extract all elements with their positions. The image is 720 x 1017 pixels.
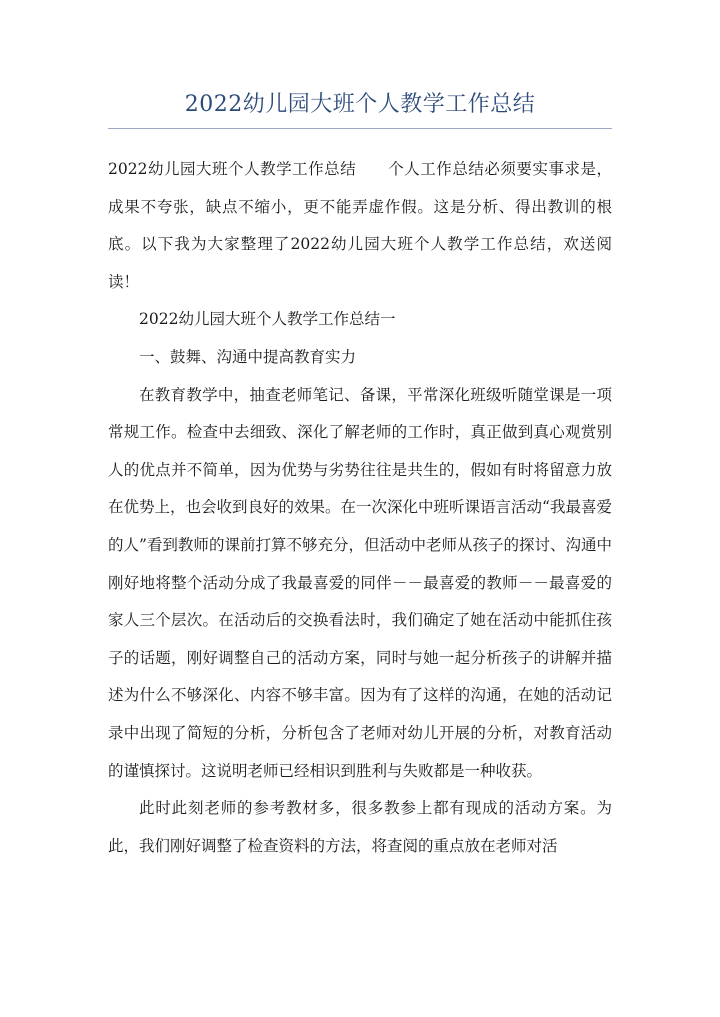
document-body	[108, 151, 612, 865]
document-title: 2022幼儿园大班个人教学工作总结	[184, 92, 536, 117]
body-paragraph: 在教育教学中，抽查老师笔记、备课，平常深化班级听随堂课是一项常规工作。检查中去细致、深化了解老师的工作时，真正做到真心观赏别人的优点并不简单，因为优势与劣势往往是共生的，假如有时将留意力放在优势上，也会收到良好的效果。在一次深化中班听课语言活动“我最喜爱的人”看到教师的课前打算不够充分，但活动中老师从孩子的探讨、沟通中刚好地将整个活动分成了我最喜爱的同伴－－最喜爱的教师－－最喜爱的家人三个层次。在活动后的交换看法时，我们确定了她在活动中能抓住孩子的话题，刚好调整自己的活动方案，同时与她一起分析孩子的讲解并描述为什么不够深化、内容不够丰富。因为有了这样的沟通，在她的活动记录中出现了简短的分析，分析包含了老师对幼儿开展的分析，对教育活动的谨慎探讨。这说明老师已经相识到胜利与失败都是一种收获。	[108, 385, 612, 780]
intro-paragraph: 2022幼儿园大班个人教学工作总结 个人工作总结必须要实事求是，成果不夸张，缺点不缩小，更不能弄虚作假。这是分析、得出教训的根底。以下我为大家整理了2022幼儿园大班个人教学工作总结，欢送阅读！	[108, 160, 612, 291]
section-title: 2022幼儿园大班个人教学工作总结一	[139, 310, 396, 329]
title-divider	[108, 128, 612, 129]
section-heading: 一、鼓舞、沟通中提高教育实力	[139, 347, 357, 366]
body-paragraph: 此时此刻老师的参考教材多，很多教参上都有现成的活动方案。为此，我们刚好调整了检查资料的方法，将查阅的重点放在老师对活	[108, 799, 612, 855]
